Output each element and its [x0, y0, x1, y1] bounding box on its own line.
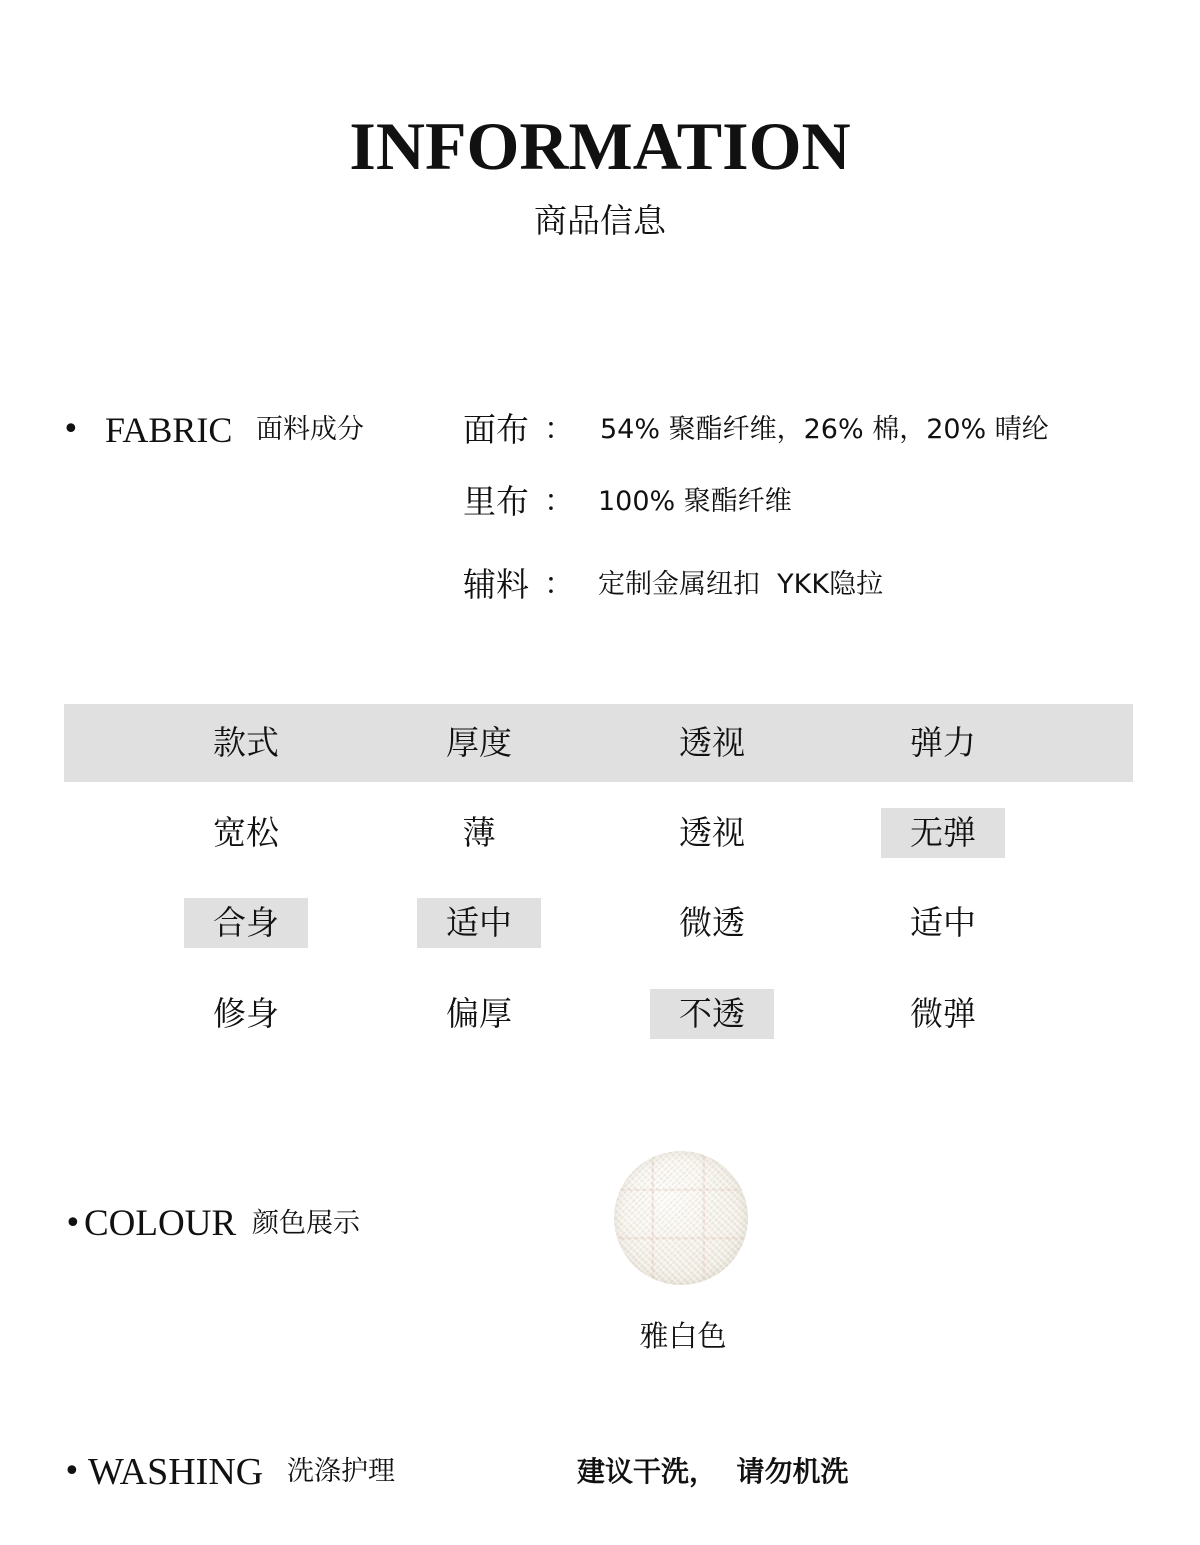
attribute-option: 合身	[184, 898, 308, 948]
fabric-spec-value: 54% 聚酯纤维，26% 棉，20% 晴纶	[600, 414, 1049, 445]
colour-label-cn: 颜色展示	[252, 1208, 360, 1239]
attribute-option: 不透	[650, 989, 774, 1039]
colour-heading	[0, 1199, 1200, 1249]
fabric-row-lining	[0, 477, 1200, 527]
attribute-header: 弹力	[910, 723, 976, 762]
fabric-spec-separator: ：	[544, 567, 574, 602]
attribute-header: 透视	[679, 723, 745, 762]
attribute-option: 微透	[679, 903, 745, 942]
attribute-option: 宽松	[213, 813, 279, 852]
attribute-column-elasticity	[881, 704, 1005, 1044]
colour-bullet: •	[64, 1206, 82, 1241]
fabric-spec-separator: ：	[544, 484, 574, 519]
colour-swatch	[614, 1151, 748, 1285]
attribute-option: 适中	[910, 903, 976, 942]
fabric-row-outer	[0, 405, 1200, 455]
fabric-spec-value: 100% 聚酯纤维	[598, 486, 792, 517]
attribute-option: 适中	[417, 898, 541, 948]
attribute-option: 薄	[462, 813, 496, 852]
page-title: INFORMATION	[349, 108, 851, 184]
fabric-spec-label: 面布	[463, 410, 529, 449]
attribute-option: 偏厚	[446, 994, 512, 1033]
colour-label-en: COLOUR	[84, 1203, 237, 1244]
attribute-option: 微弹	[910, 994, 976, 1033]
attribute-option: 透视	[679, 813, 745, 852]
attribute-column-thickness	[417, 704, 541, 1044]
washing-heading	[0, 1447, 1200, 1497]
washing-label-en: WASHING	[88, 1451, 264, 1493]
fabric-row-accessories	[0, 560, 1200, 610]
fabric-label-cn: 面料成分	[256, 414, 364, 445]
fabric-spec-value: 定制金属纽扣 YKK隐拉	[598, 569, 884, 600]
attribute-header: 款式	[213, 723, 279, 762]
fabric-spec-label: 里布	[463, 482, 529, 521]
attribute-option: 修身	[213, 994, 279, 1033]
washing-bullet: •	[63, 1454, 81, 1489]
attribute-header: 厚度	[446, 723, 512, 762]
washing-label-cn: 洗涤护理	[287, 1456, 395, 1487]
attribute-column-style	[184, 704, 308, 1044]
colour-swatch-name: 雅白色	[639, 1319, 727, 1353]
fabric-spec-separator: ：	[544, 412, 574, 447]
page-subtitle: 商品信息	[534, 201, 666, 240]
washing-instruction: 建议干洗， 请勿机洗	[577, 1455, 849, 1488]
fabric-label-en: FABRIC	[105, 410, 233, 450]
fabric-bullet: •	[62, 412, 80, 447]
attribute-option: 无弹	[881, 808, 1005, 858]
fabric-spec-label: 辅料	[463, 565, 529, 604]
attribute-column-transparency	[650, 704, 774, 1044]
